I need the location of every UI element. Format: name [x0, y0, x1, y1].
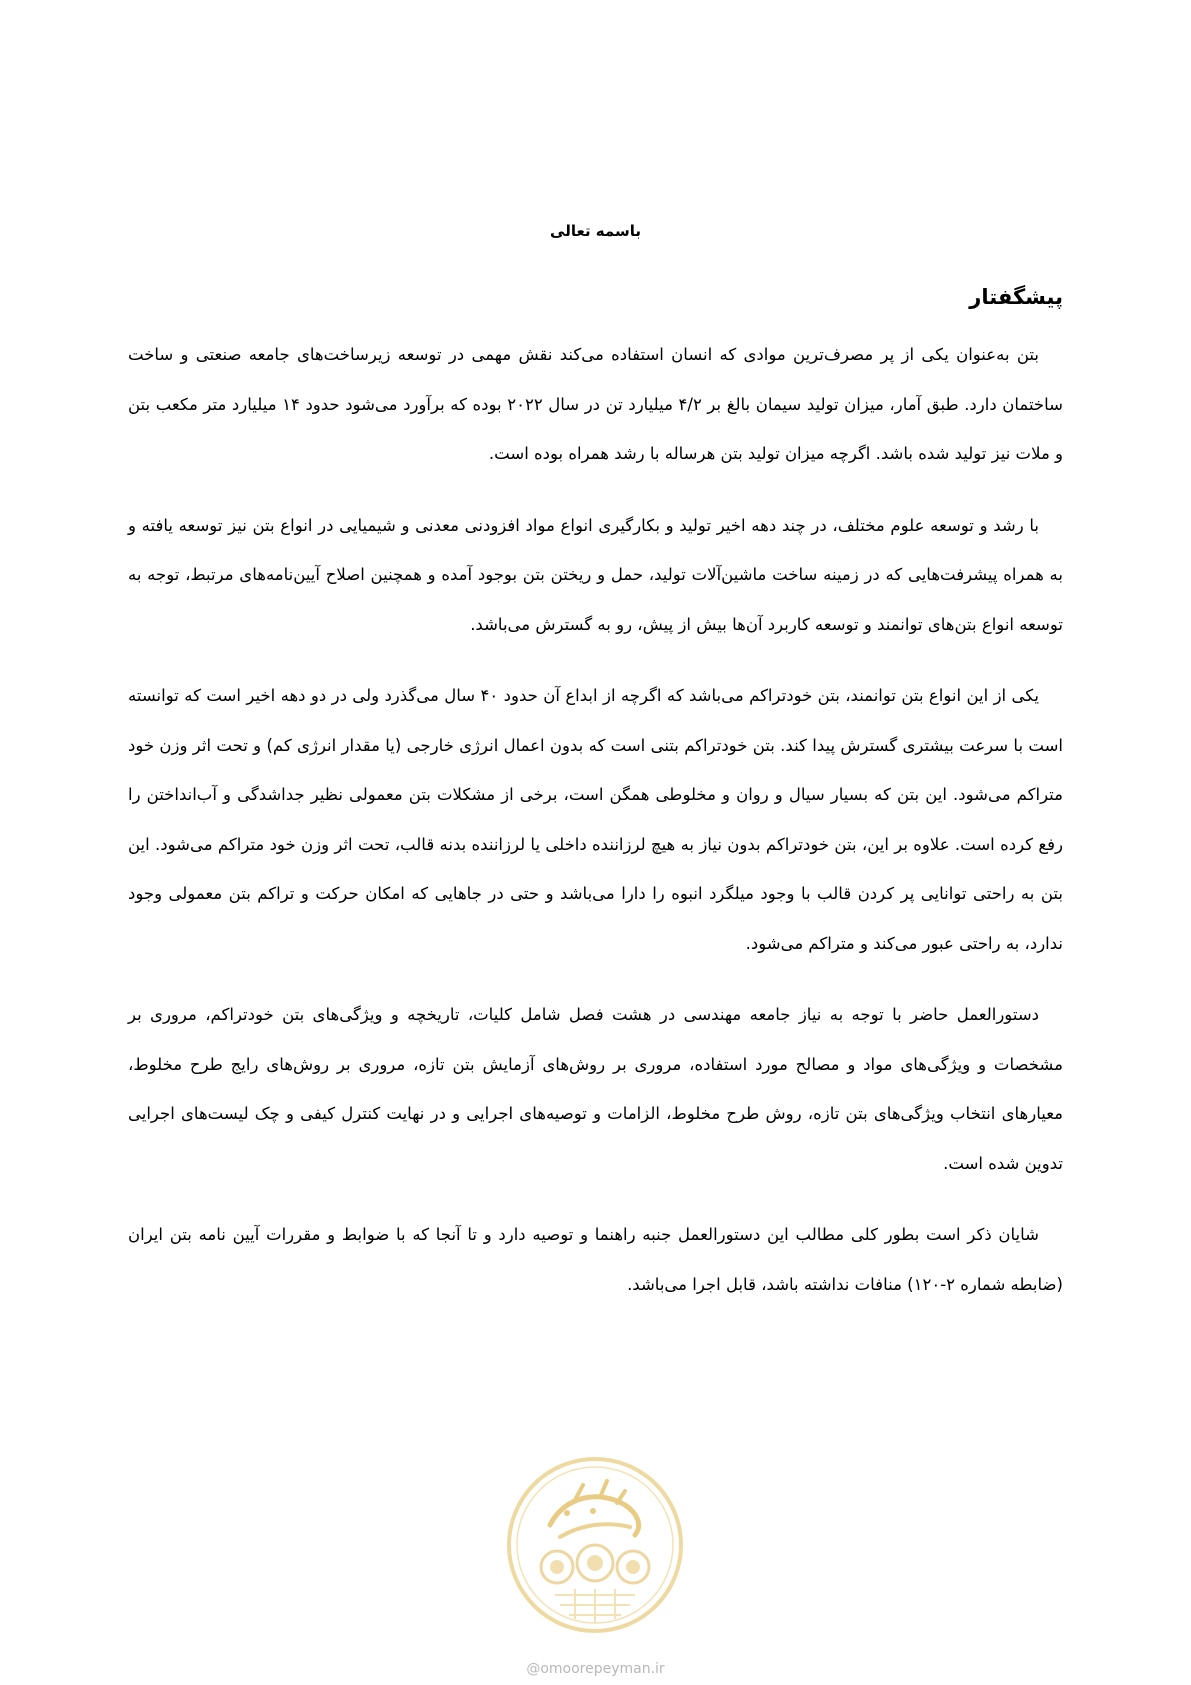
paragraph: شایان ذکر است بطور کلی مطالب این دستورالعمل جنبه راهنما و توصیه دارد و تا آنجا که با ضوابط و مقررات آیین نامه بتن ایران (ضابطه شماره ۲-۱۲۰) منافات نداشته باشد، قابل اجرا می‌باشد.	[128, 1225, 1063, 1294]
paragraph: با رشد و توسعه علوم مختلف، در چند دهه اخیر تولید و بکارگیری انواع مواد افزودنی معدنی و شیمیایی در انواع بتن نیز توسعه یافته و به همراه پیشرفت‌هایی که در زمینه ساخت ماشین‌آلات تولید، حمل و ریختن بتن بوجود آمده و همچنین اصلاح آیین‌نامه‌های مرتبط، توجه به توسعه انواع بتن‌های توانمند و توسعه کاربرد آن‌ها بیش از پیش، رو به گسترش می‌باشد.	[128, 515, 1063, 634]
paragraph: یکی از این انواع بتن توانمند، بتن خودتراکم می‌باشد که اگرچه از ابداع آن حدود ۴۰ سال می‌گذرد ولی در دو دهه اخیر است که توانسته است با سرعت بیشتری گسترش پیدا کند. بتن خودتراکم بتنی است که بدون اعمال انرژی خارجی (یا مقدار انرژی کم) و تحت اثر وزن خود متراکم می‌شود. این بتن که بسیار سیال و روان و مخلوطی همگن است، برخی از مشکلات بتن معمولی نظیر جداشدگی و آب‌انداختن را رفع کرده است. علاوه بر این، بتن خودتراکم بدون نیاز به هیچ لرزاننده داخلی یا لرزاننده بدنه قالب، تحت اثر وزن خود متراکم می‌شود. این بتن به راحتی توانایی پر کردن قالب با وجود میلگرد انبوه را دارا می‌باشد و حتی در جاهایی که امکان حرکت و تراکم بتن معمولی وجود ندارد، به راحتی عبور می‌کند و متراکم می‌شود.	[128, 686, 1063, 953]
watermark-logo-icon	[505, 1455, 685, 1635]
paragraph: دستورالعمل حاضر با توجه به نیاز جامعه مهندسی در هشت فصل شامل کلیات، تاریخچه و ویژگی‌های بتن خودتراکم، مروری بر مشخصات و ویژگی‌های مواد و مصالح مورد استفاده، مروری بر روش‌های آزمایش بتن تازه، مروری بر روش‌های رایج طرح مخلوط، معیارهای انتخاب ویژگی‌های بتن تازه، روش طرح مخلوط، الزامات و توصیه‌های اجرایی و در نهایت کنترل کیفی و چک لیست‌های اجرایی تدوین شده است.	[128, 1005, 1063, 1173]
paragraph: بتن به‌عنوان یکی از پر مصرف‌ترین موادی که انسان استفاده می‌کند نقش مهمی در توسعه زیرساخت‌های جامعه صنعتی و ساخت ساختمان دارد. طبق آمار، میزان تولید سیمان بالغ بر ۴/۲ میلیارد تن در سال ۲۰۲۲ بوده که برآورد می‌شود حدود ۱۴ میلیارد متر مکعب بتن و ملات نیز تولید شده باشد. اگرچه میزان تولید بتن هرساله با رشد همراه بوده است.	[128, 345, 1063, 463]
watermark-url: @omoorepeyman.ir	[526, 1661, 665, 1677]
body-text	[128, 330, 1063, 1309]
invocation-line: باسمه تعالی	[550, 222, 641, 240]
section-heading: پیشگفتار	[969, 285, 1063, 309]
